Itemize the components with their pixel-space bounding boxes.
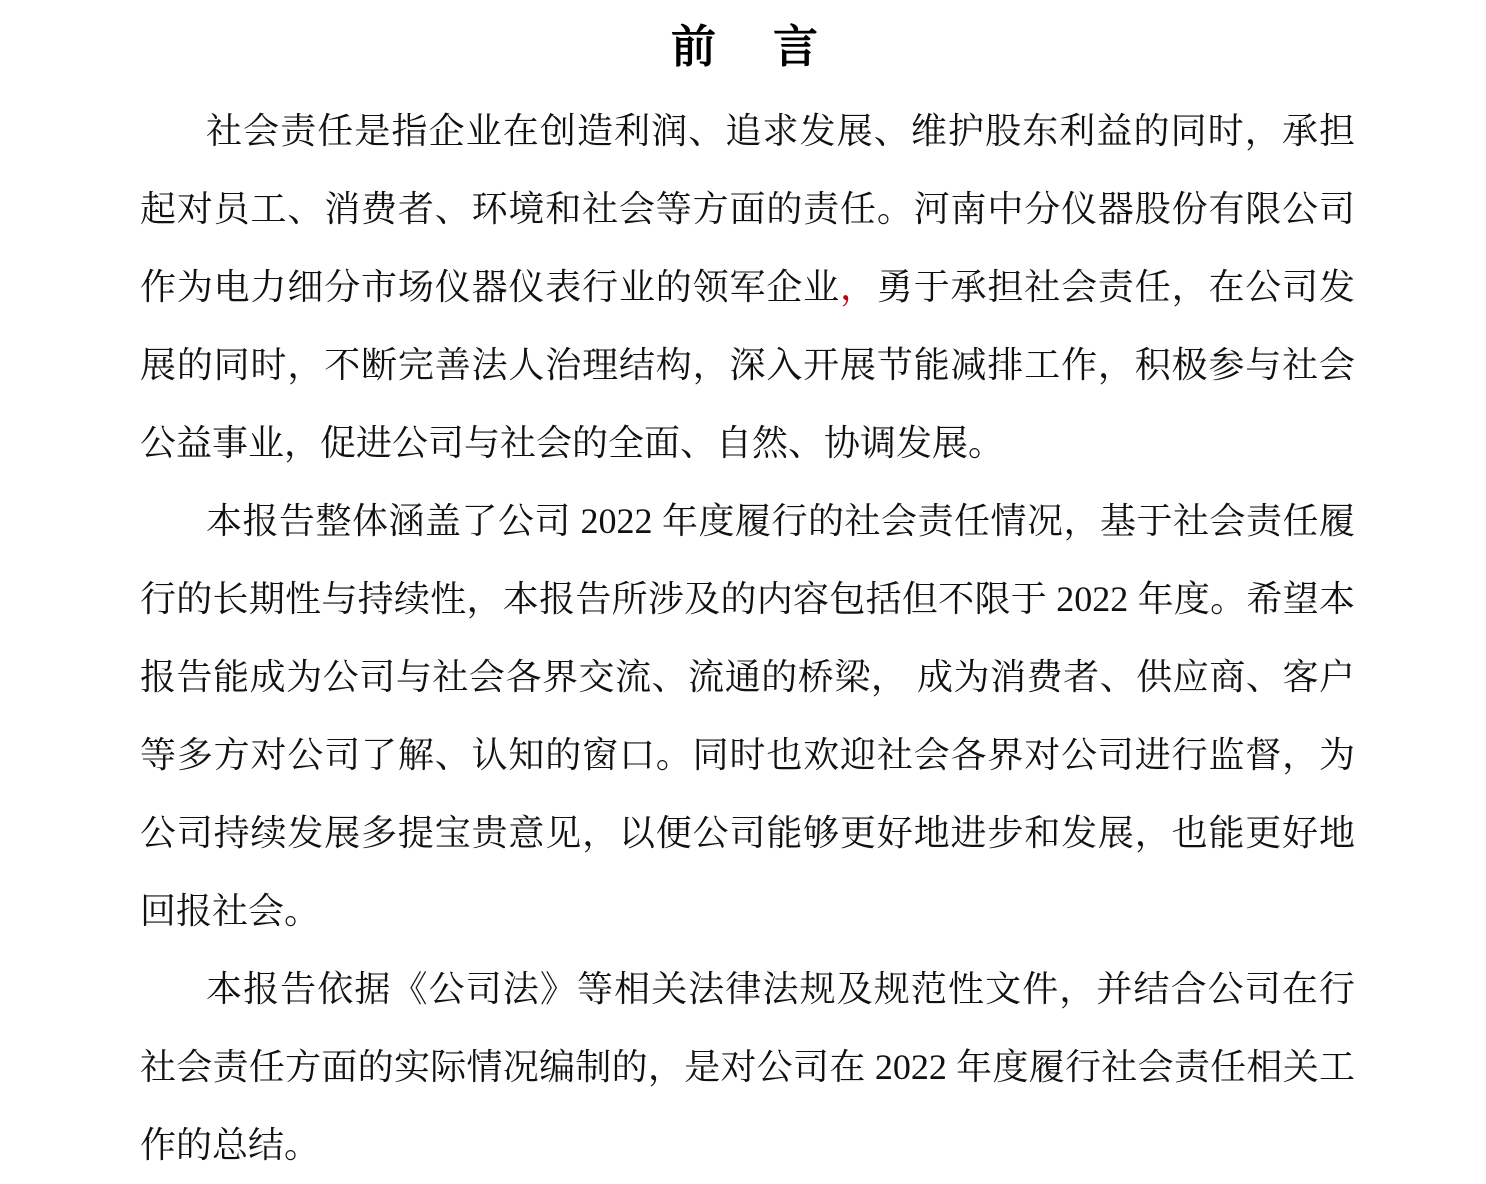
paragraph-2 xyxy=(140,482,1355,950)
paragraph-1 xyxy=(140,92,1355,482)
paragraph-1-text-continued: 勇于承担社会责任，在公司发展的同时，不断完善法人治理结构，深入开展节能减排工作，积极参与社会公益事业，促进公司与社会的全面、自然、协调发展。 xyxy=(140,267,1355,463)
paragraph-3 xyxy=(140,950,1355,1184)
paragraph-1-red-comma: ， xyxy=(840,267,877,307)
page-title: 前 言 xyxy=(670,22,824,72)
paragraph-3-text: 本报告依据《公司法》等相关法律法规及规范性文件，并结合公司在行社会责任方面的实际情况编制的，是对公司在 2022 年度履行社会责任相关工作的总结。 xyxy=(140,969,1355,1165)
paragraph-2-text: 本报告整体涵盖了公司 2022 年度履行的社会责任情况，基于社会责任履行的长期性与持续性，本报告所涉及的内容包括但不限于 2022 年度。希望本报告能成为公司与社会各界交流、流通的桥梁， 成为消费者、供应商、客户等多方对公司了解、认知的窗口。同时也欢迎社会各界对公司进行监督，为公司持续发展多提宝贵意见，以便公司能够更好地进步和发展，也能更好地回报社会。 xyxy=(140,501,1355,931)
paragraph-1-text: 社会责任是指企业在创造利润、追求发展、维护股东利益的同时，承担起对员工、消费者、环境和社会等方面的责任。河南中分仪器股份有限公司作为电力细分市场仪器仪表行业的领军企业 xyxy=(140,111,1355,307)
